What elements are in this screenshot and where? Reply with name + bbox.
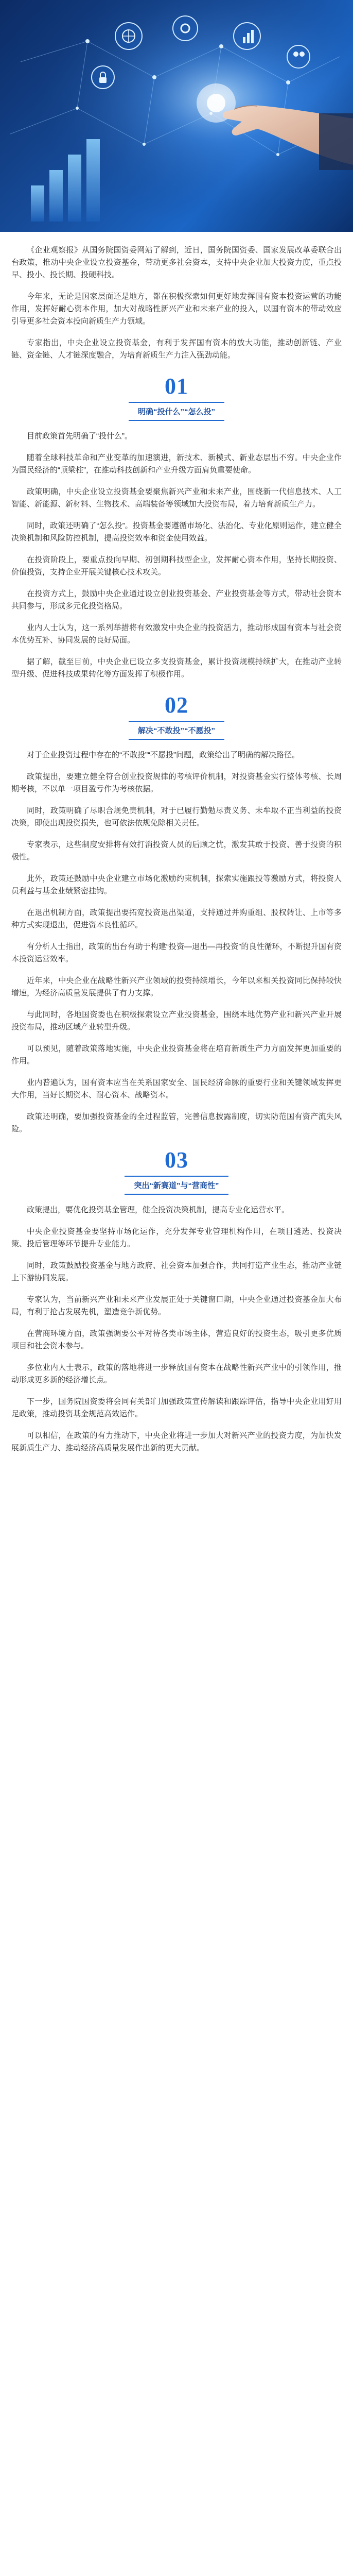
article-paragraph: 同时，政策鼓励投资基金与地方政府、社会资本加强合作，共同打造产业生态，推动产业链上下游协同发展。	[11, 1261, 342, 1282]
article-paragraph: 在投资阶段上，要重点投向早期、初创期科技型企业，发挥耐心资本作用，坚持长期投资、价值投资，支持企业开展关键核心技术攻关。	[11, 555, 342, 577]
article-paragraph: 有分析人士指出，政策的出台有助于构建“投资—退出—再投资”的良性循环，不断提升国有资本投资运营效率。	[11, 942, 342, 963]
article-paragraph: 下一步，国务院国资委将会同有关部门加强政策宣传解读和跟踪评估，指导中央企业用好用足政策，推动投资基金规范高效运作。	[11, 1397, 342, 1418]
people-icon	[287, 45, 310, 68]
article-paragraph: 此外，政策还鼓励中央企业建立市场化激励约束机制，探索实施跟投等激励方式，将投资人员利益与基金业绩紧密挂钩。	[11, 874, 342, 895]
article-paragraph: 政策提出，要优化投资基金管理，健全投资决策机制，提高专业化运营水平。	[27, 1206, 290, 1214]
article-paragraph: 随着全球科技革命和产业变革的加速演进，新技术、新模式、新业态层出不穷。中央企业作为国民经济的“顶梁柱”，在推动科技创新和产业升级方面肩负重要使命。	[11, 453, 342, 474]
intro-paragraphs	[11, 244, 342, 362]
article-paragraph: 据了解，截至目前，中央企业已设立多支投资基金，累计投资规模持续扩大，在推动产业转型升级、促进科技成果转化等方面发挥了积极作用。	[11, 657, 342, 679]
article-paragraph: 近年来，中央企业在战略性新兴产业领域的投资持续增长，今年以来相关投资同比保持较快增速，为经济高质量发展提供了有力支撑。	[11, 976, 342, 997]
section-1-paragraphs	[11, 430, 342, 681]
section-title: 突出“新赛道”与“营商性”	[125, 1176, 228, 1195]
gear-icon	[173, 16, 198, 41]
article-paragraph: 同时，政策还明确了“怎么投”。投资基金要遵循市场化、法治化、专业化原则运作，建立健全决策机制和风险防控机制，提高投资效率和资金使用效益。	[11, 521, 342, 543]
article-paragraph: 业内普遍认为，国有资本应当在关系国家安全、国民经济命脉的重要行业和关键领域发挥更大作用，当好长期资本、耐心资本、战略资本。	[11, 1078, 342, 1099]
article-paragraph: 专家指出，中央企业设立投资基金，有利于发挥国有资本的放大功能，推动创新链、产业链、资金链、人才链深度融合，为培育新质生产力注入强劲动能。	[11, 338, 342, 360]
section-heading-3	[11, 1149, 342, 1195]
article-paragraph: 对于企业投资过程中存在的“不敢投”“不愿投”问题，政策给出了明确的解决路径。	[27, 751, 299, 759]
section-number: 02	[165, 692, 188, 718]
article-paragraph: 《企业观察报》从国务院国资委网站了解到，近日，国务院国资委、国家发展改革委联合出台政策，推动中央企业设立投资基金，带动更多社会资本，支持中央企业加大投资力度，重点投早、投小、投长期、投硬科技。	[11, 246, 342, 279]
article-paragraph: 专家表示，这些制度安排将有效打消投资人员的后顾之忧，激发其敢于投资、善于投资的积极性。	[11, 840, 342, 861]
article-paragraph: 与此同时，各地国资委也在积极探索设立产业投资基金，围绕本地优势产业和新兴产业开展投资布局，推动区域产业转型升级。	[11, 1010, 342, 1031]
article-paragraph: 同时，政策明确了尽职合规免责机制，对于已履行勤勉尽责义务、未牟取不正当利益的投资决策，即使出现投资损失，也可依法依规免除相关责任。	[11, 806, 342, 827]
article-paragraph: 多位业内人士表示，政策的落地将进一步释放国有资本在战略性新兴产业中的引领作用，推动形成更多新的经济增长点。	[11, 1363, 342, 1384]
section-number: 03	[165, 1147, 188, 1173]
article-paragraph: 业内人士认为，这一系列举措将有效激发中央企业的投资活力，推动形成国有资本与社会资本优势互补、协同发展的良好局面。	[11, 623, 342, 645]
section-2-paragraphs	[11, 749, 342, 1136]
article-body	[0, 232, 353, 1483]
article-paragraph: 政策提出，要建立健全符合创业投资规律的考核评价机制，对投资基金实行整体考核、长周期考核，不以单一项目盈亏作为考核依据。	[11, 772, 342, 793]
article-paragraph: 政策还明确，要加强投资基金的全过程监管，完善信息披露制度，切实防范国有资产流失风险。	[11, 1112, 342, 1133]
article-paragraph: 在营商环境方面，政策强调要公平对待各类市场主体，营造良好的投资生态，吸引更多优质项目和社会资本参与。	[11, 1329, 342, 1350]
article-paragraph: 政策明确，中央企业设立投资基金要聚焦新兴产业和未来产业，围绕新一代信息技术、人工智能、新能源、新材料、生物技术、高端装备等领域加大投资布局，着力培育新质生产力。	[11, 487, 342, 509]
hero-illustration	[0, 0, 353, 232]
article-paragraph: 可以预见，随着政策落地实施，中央企业投资基金将在培育新质生产力方面发挥更加重要的作用。	[11, 1044, 342, 1065]
article-paragraph: 可以相信，在政策的有力推动下，中央企业将进一步加大对新兴产业的投资力度，为加快发展新质生产力、推动经济高质量发展作出新的更大贡献。	[11, 1431, 342, 1452]
article-paragraph: 专家认为，当前新兴产业和未来产业发展正处于关键窗口期，中央企业通过投资基金加大布局，有利于抢占发展先机，塑造竞争新优势。	[11, 1295, 342, 1316]
article-paragraph: 目前政策首先明确了“投什么”。	[27, 432, 132, 440]
article-paragraph: 在退出机制方面，政策提出要拓宽投资退出渠道，支持通过并购重组、股权转让、上市等多种方式实现退出，促进资本良性循环。	[11, 908, 342, 929]
article-paragraph: 在投资方式上，鼓励中央企业通过设立创业投资基金、产业投资基金等方式，带动社会资本共同参与，形成多元化投资格局。	[11, 589, 342, 611]
article-paragraph: 今年来，无论是国家层面还是地方，都在积极探索如何更好地发挥国有资本投资运营的功能作用，发挥好耐心资本作用，加大对战略性新兴产业和未来产业的投入，以国有资本的带动效应引导更多社会资本投向新质生产力领域。	[11, 292, 342, 326]
section-heading-1	[11, 375, 342, 421]
section-number: 01	[165, 374, 188, 399]
section-title: 明确“投什么”“怎么投”	[129, 402, 224, 421]
article-paragraph: 中央企业投资基金要坚持市场化运作，充分发挥专业管理机构作用，在项目遴选、投资决策、投后管理等环节提升专业能力。	[11, 1227, 342, 1248]
section-heading-2	[11, 694, 342, 740]
hero-image	[0, 0, 353, 232]
section-title: 解决“不敢投”“不愿投”	[129, 721, 224, 740]
footer-spacer	[11, 1464, 342, 1469]
section-3-paragraphs	[11, 1204, 342, 1454]
